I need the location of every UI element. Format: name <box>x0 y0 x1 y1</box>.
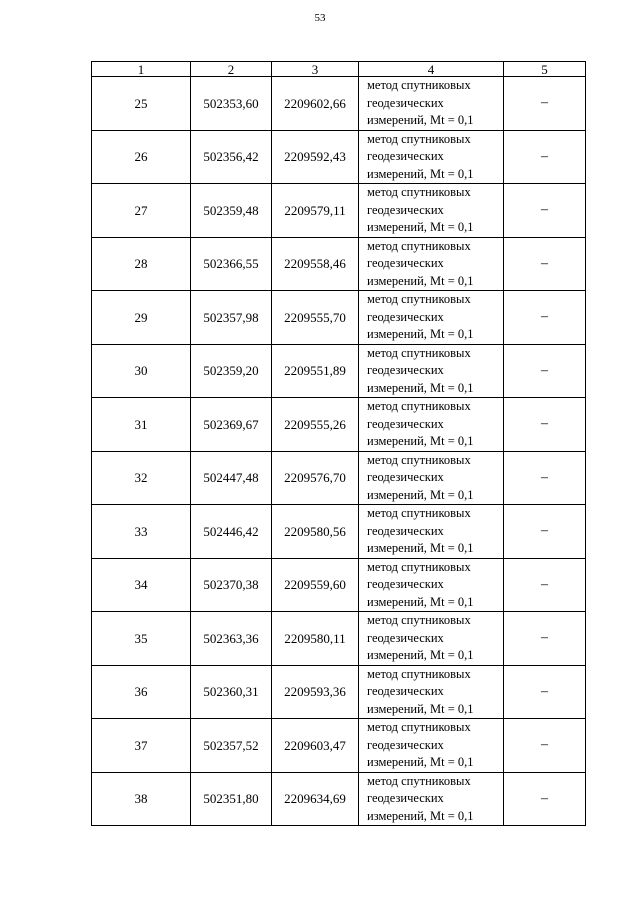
method-description <box>359 398 504 452</box>
method-line-2: геодезических <box>367 684 444 698</box>
method-line-3: измерений, Mt = 0,1 <box>367 166 474 181</box>
table-row <box>92 505 586 559</box>
table-row <box>92 772 586 826</box>
col-5-value: – <box>504 291 586 345</box>
method-description <box>359 77 504 131</box>
method-description <box>359 719 504 773</box>
method-description <box>359 344 504 398</box>
coord-y: 2209592,43 <box>272 130 359 184</box>
method-line-2: геодезических <box>367 416 444 431</box>
coord-y: 2209579,11 <box>272 184 359 238</box>
point-number: 26 <box>92 130 191 184</box>
header-col-5: 5 <box>504 62 586 77</box>
table-row <box>92 237 586 291</box>
point-number: 38 <box>92 772 191 826</box>
method-line-3: измерений, Mt = 0,1 <box>367 755 474 769</box>
coord-x: 502359,20 <box>191 344 272 398</box>
point-number: 32 <box>92 451 191 505</box>
point-number: 34 <box>92 558 191 612</box>
col-5-value: – <box>504 719 586 773</box>
header-col-2: 2 <box>191 62 272 77</box>
table-row <box>92 291 586 345</box>
point-number: 36 <box>92 665 191 719</box>
method-line-1: метод спутниковых <box>367 559 471 574</box>
method-line-2: геодезических <box>367 737 444 752</box>
method-description <box>359 505 504 559</box>
col-5-value: – <box>504 612 586 666</box>
col-5-value: – <box>504 184 586 238</box>
method-line-2: геодезических <box>367 256 444 270</box>
coord-x: 502369,67 <box>191 398 272 452</box>
coord-y: 2209602,66 <box>272 77 359 131</box>
table-row <box>92 665 586 719</box>
method-line-2: геодезических <box>367 791 444 805</box>
page-number: 53 <box>314 12 326 24</box>
coord-x: 502356,42 <box>191 130 272 184</box>
method-line-1: метод спутниковых <box>367 773 471 788</box>
method-line-3: измерений, Mt = 0,1 <box>367 808 474 823</box>
method-description <box>359 237 504 291</box>
col-5-value: – <box>504 130 586 184</box>
coord-x: 502353,60 <box>191 77 272 131</box>
method-description <box>359 558 504 612</box>
method-line-3: измерений, Mt = 0,1 <box>367 701 474 716</box>
table-row <box>92 77 586 131</box>
coord-x: 502357,98 <box>191 291 272 345</box>
coordinates-table <box>91 61 586 826</box>
coord-y: 2209634,69 <box>272 772 359 826</box>
header-col-1: 1 <box>92 62 191 77</box>
col-5-value: – <box>504 772 586 826</box>
method-description <box>359 291 504 345</box>
coord-x: 502360,31 <box>191 665 272 719</box>
method-line-2: геодезических <box>367 202 444 217</box>
coord-y: 2209593,36 <box>272 665 359 719</box>
coord-x: 502446,42 <box>191 505 272 559</box>
table-row <box>92 130 586 184</box>
method-line-2: геодезических <box>367 577 444 591</box>
coord-y: 2209558,46 <box>272 237 359 291</box>
point-number: 28 <box>92 237 191 291</box>
point-number: 37 <box>92 719 191 773</box>
method-line-3: измерений, Mt = 0,1 <box>367 648 474 662</box>
col-5-value: – <box>504 505 586 559</box>
col-5-value: – <box>504 665 586 719</box>
point-number: 25 <box>92 77 191 131</box>
point-number: 30 <box>92 344 191 398</box>
method-line-3: измерений, Mt = 0,1 <box>367 380 474 395</box>
method-line-3: измерений, Mt = 0,1 <box>367 220 474 234</box>
method-description <box>359 130 504 184</box>
method-line-2: геодезических <box>367 523 444 538</box>
table-row <box>92 558 586 612</box>
table-row <box>92 719 586 773</box>
coord-x: 502447,48 <box>191 451 272 505</box>
method-line-2: геодезических <box>367 470 444 484</box>
col-5-value: – <box>504 344 586 398</box>
col-5-value: – <box>504 451 586 505</box>
coord-y: 2209576,70 <box>272 451 359 505</box>
coord-x: 502359,48 <box>191 184 272 238</box>
method-description <box>359 665 504 719</box>
table-row <box>92 398 586 452</box>
col-5-value: – <box>504 237 586 291</box>
method-line-1: метод спутниковых <box>367 345 471 360</box>
method-description <box>359 612 504 666</box>
method-line-2: геодезических <box>367 95 444 110</box>
method-line-2: геодезических <box>367 363 444 377</box>
table-body <box>92 77 586 826</box>
point-number: 29 <box>92 291 191 345</box>
coord-x: 502351,80 <box>191 772 272 826</box>
method-line-3: измерений, Mt = 0,1 <box>367 487 474 502</box>
method-line-1: метод спутниковых <box>367 399 471 413</box>
table-row <box>92 344 586 398</box>
table-row <box>92 612 586 666</box>
coord-y: 2209603,47 <box>272 719 359 773</box>
method-line-1: метод спутниковых <box>367 506 471 520</box>
coord-y: 2209580,56 <box>272 505 359 559</box>
method-description <box>359 451 504 505</box>
col-5-value: – <box>504 77 586 131</box>
method-line-1: метод спутниковых <box>367 613 471 627</box>
coord-y: 2209559,60 <box>272 558 359 612</box>
col-5-value: – <box>504 558 586 612</box>
method-line-3: измерений, Mt = 0,1 <box>367 113 474 127</box>
method-line-1: метод спутниковых <box>367 131 471 146</box>
header-col-3: 3 <box>272 62 359 77</box>
method-description <box>359 772 504 826</box>
method-line-2: геодезических <box>367 149 444 163</box>
coord-x: 502366,55 <box>191 237 272 291</box>
method-line-3: измерений, Mt = 0,1 <box>367 541 474 555</box>
coord-y: 2209555,70 <box>272 291 359 345</box>
method-line-2: геодезических <box>367 309 444 324</box>
method-line-3: измерений, Mt = 0,1 <box>367 273 474 288</box>
header-col-4: 4 <box>359 62 504 77</box>
col-5-value: – <box>504 398 586 452</box>
coord-y: 2209551,89 <box>272 344 359 398</box>
method-line-1: метод спутниковых <box>367 185 471 199</box>
method-line-1: метод спутниковых <box>367 238 471 253</box>
method-line-1: метод спутниковых <box>367 720 471 734</box>
point-number: 27 <box>92 184 191 238</box>
method-line-3: измерений, Mt = 0,1 <box>367 327 474 341</box>
coord-x: 502370,38 <box>191 558 272 612</box>
point-number: 35 <box>92 612 191 666</box>
point-number: 31 <box>92 398 191 452</box>
table-row <box>92 451 586 505</box>
coord-y: 2209555,26 <box>272 398 359 452</box>
point-number: 33 <box>92 505 191 559</box>
table-row <box>92 184 586 238</box>
method-line-1: метод спутниковых <box>367 666 471 681</box>
method-line-1: метод спутниковых <box>367 292 471 306</box>
method-line-3: измерений, Mt = 0,1 <box>367 594 474 609</box>
method-line-1: метод спутниковых <box>367 452 471 467</box>
table-header-row <box>92 62 586 77</box>
method-description <box>359 184 504 238</box>
coord-x: 502357,52 <box>191 719 272 773</box>
method-line-3: измерений, Mt = 0,1 <box>367 434 474 448</box>
method-line-1: метод спутниковых <box>367 78 471 92</box>
coord-x: 502363,36 <box>191 612 272 666</box>
method-line-2: геодезических <box>367 630 444 645</box>
coord-y: 2209580,11 <box>272 612 359 666</box>
